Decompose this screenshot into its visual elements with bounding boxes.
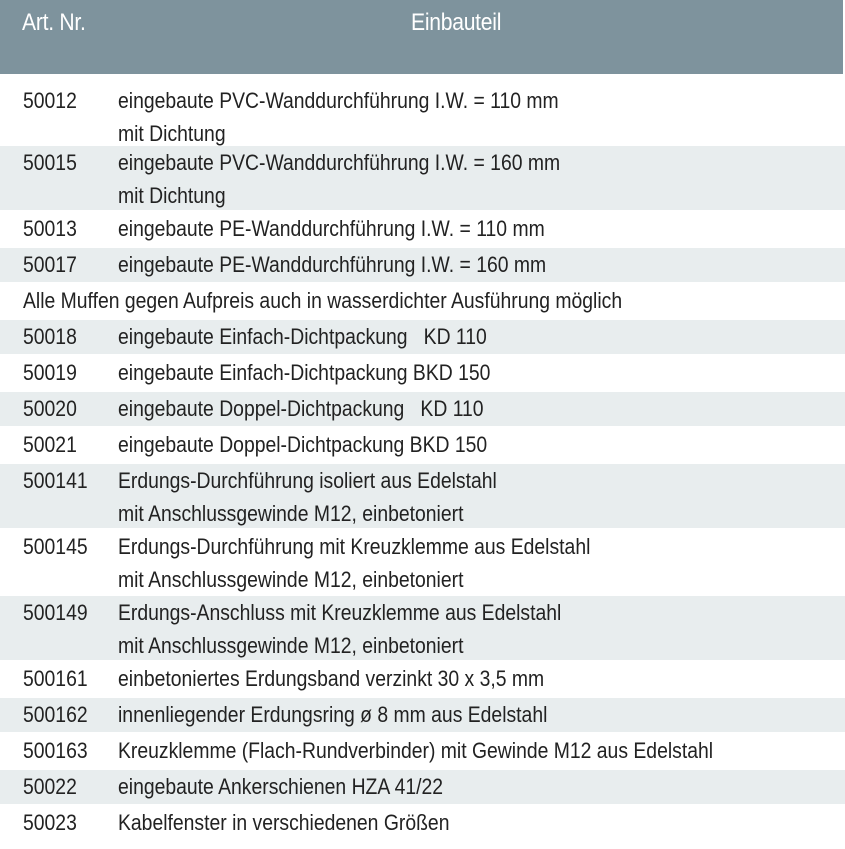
table-body — [0, 84, 845, 842]
article-number: 500161 — [23, 666, 88, 691]
article-number: 50019 — [23, 360, 77, 385]
article-description — [118, 84, 559, 150]
table-row — [0, 530, 845, 596]
article-description — [118, 530, 590, 596]
description-line: eingebaute PVC-Wanddurchführung I.W. = 160 mm — [118, 150, 561, 175]
article-number: 50017 — [23, 252, 77, 277]
column-header-art-nr: Art. Nr. — [22, 9, 86, 36]
table-row — [0, 428, 845, 464]
article-description: Kreuzklemme (Flach-Rundverbinder) mit Gewinde M12 aus Edelstahl — [118, 738, 714, 763]
article-description: eingebaute Einfach-Dichtpackung BKD 150 — [118, 360, 491, 385]
column-header-einbauteil: Einbauteil — [411, 9, 502, 36]
table-row — [0, 698, 845, 734]
article-number: 500162 — [23, 702, 88, 727]
table-note-row — [0, 284, 845, 320]
article-number: 50012 — [23, 88, 77, 113]
article-number: 50022 — [23, 774, 77, 799]
table-row — [0, 356, 845, 392]
table-note: Alle Muffen gegen Aufpreis auch in wasserdichter Ausführung möglich — [23, 288, 623, 313]
description-line: mit Anschlussgewinde M12, einbetoniert — [118, 501, 464, 526]
description-line: mit Dichtung — [118, 183, 226, 208]
article-number: 500149 — [23, 600, 88, 625]
article-description: eingebaute PE-Wanddurchführung I.W. = 160 mm — [118, 252, 547, 277]
description-line: Erdungs-Durchführung mit Kreuzklemme aus Edelstahl — [118, 534, 591, 559]
table-row — [0, 770, 845, 806]
article-number: 500141 — [23, 468, 88, 493]
table-row — [0, 734, 845, 770]
article-description: eingebaute PE-Wanddurchführung I.W. = 110 mm — [118, 216, 545, 241]
article-description — [118, 146, 560, 212]
table-row — [0, 392, 845, 428]
article-description: eingebaute Doppel-Dichtpackung BKD 150 — [118, 432, 488, 457]
table-row — [0, 806, 845, 842]
description-line: mit Dichtung — [118, 121, 226, 146]
table-row — [0, 662, 845, 698]
table-row — [0, 320, 845, 356]
description-line: mit Anschlussgewinde M12, einbetoniert — [118, 567, 464, 592]
table-row — [0, 212, 845, 248]
table-row — [0, 146, 845, 212]
table-row — [0, 596, 845, 662]
article-number: 500163 — [23, 738, 88, 763]
table-row — [0, 248, 845, 284]
article-description: einbetoniertes Erdungsband verzinkt 30 x 3,5 mm — [118, 666, 545, 691]
table-row — [0, 84, 845, 146]
article-description: innenliegender Erdungsring ø 8 mm aus Edelstahl — [118, 702, 548, 727]
article-description: eingebaute Einfach-Dichtpackung KD 110 — [118, 324, 487, 349]
article-description: eingebaute Doppel-Dichtpackung KD 110 — [118, 396, 484, 421]
table-header — [0, 0, 843, 74]
table-row — [0, 464, 845, 530]
article-description: Kabelfenster in verschiedenen Größen — [118, 810, 450, 835]
article-description — [118, 596, 561, 662]
description-line: Erdungs-Durchführung isoliert aus Edelstahl — [118, 468, 497, 493]
description-line: mit Anschlussgewinde M12, einbetoniert — [118, 633, 464, 658]
article-number: 50018 — [23, 324, 77, 349]
article-number: 50021 — [23, 432, 77, 457]
article-number: 50020 — [23, 396, 77, 421]
article-description — [118, 464, 497, 530]
article-number: 50015 — [23, 150, 77, 175]
article-number: 50013 — [23, 216, 77, 241]
article-description: eingebaute Ankerschienen HZA 41/22 — [118, 774, 444, 799]
description-line: eingebaute PVC-Wanddurchführung I.W. = 110 mm — [118, 88, 559, 113]
article-number: 500145 — [23, 534, 88, 559]
article-number: 50023 — [23, 810, 77, 835]
description-line: Erdungs-Anschluss mit Kreuzklemme aus Edelstahl — [118, 600, 562, 625]
